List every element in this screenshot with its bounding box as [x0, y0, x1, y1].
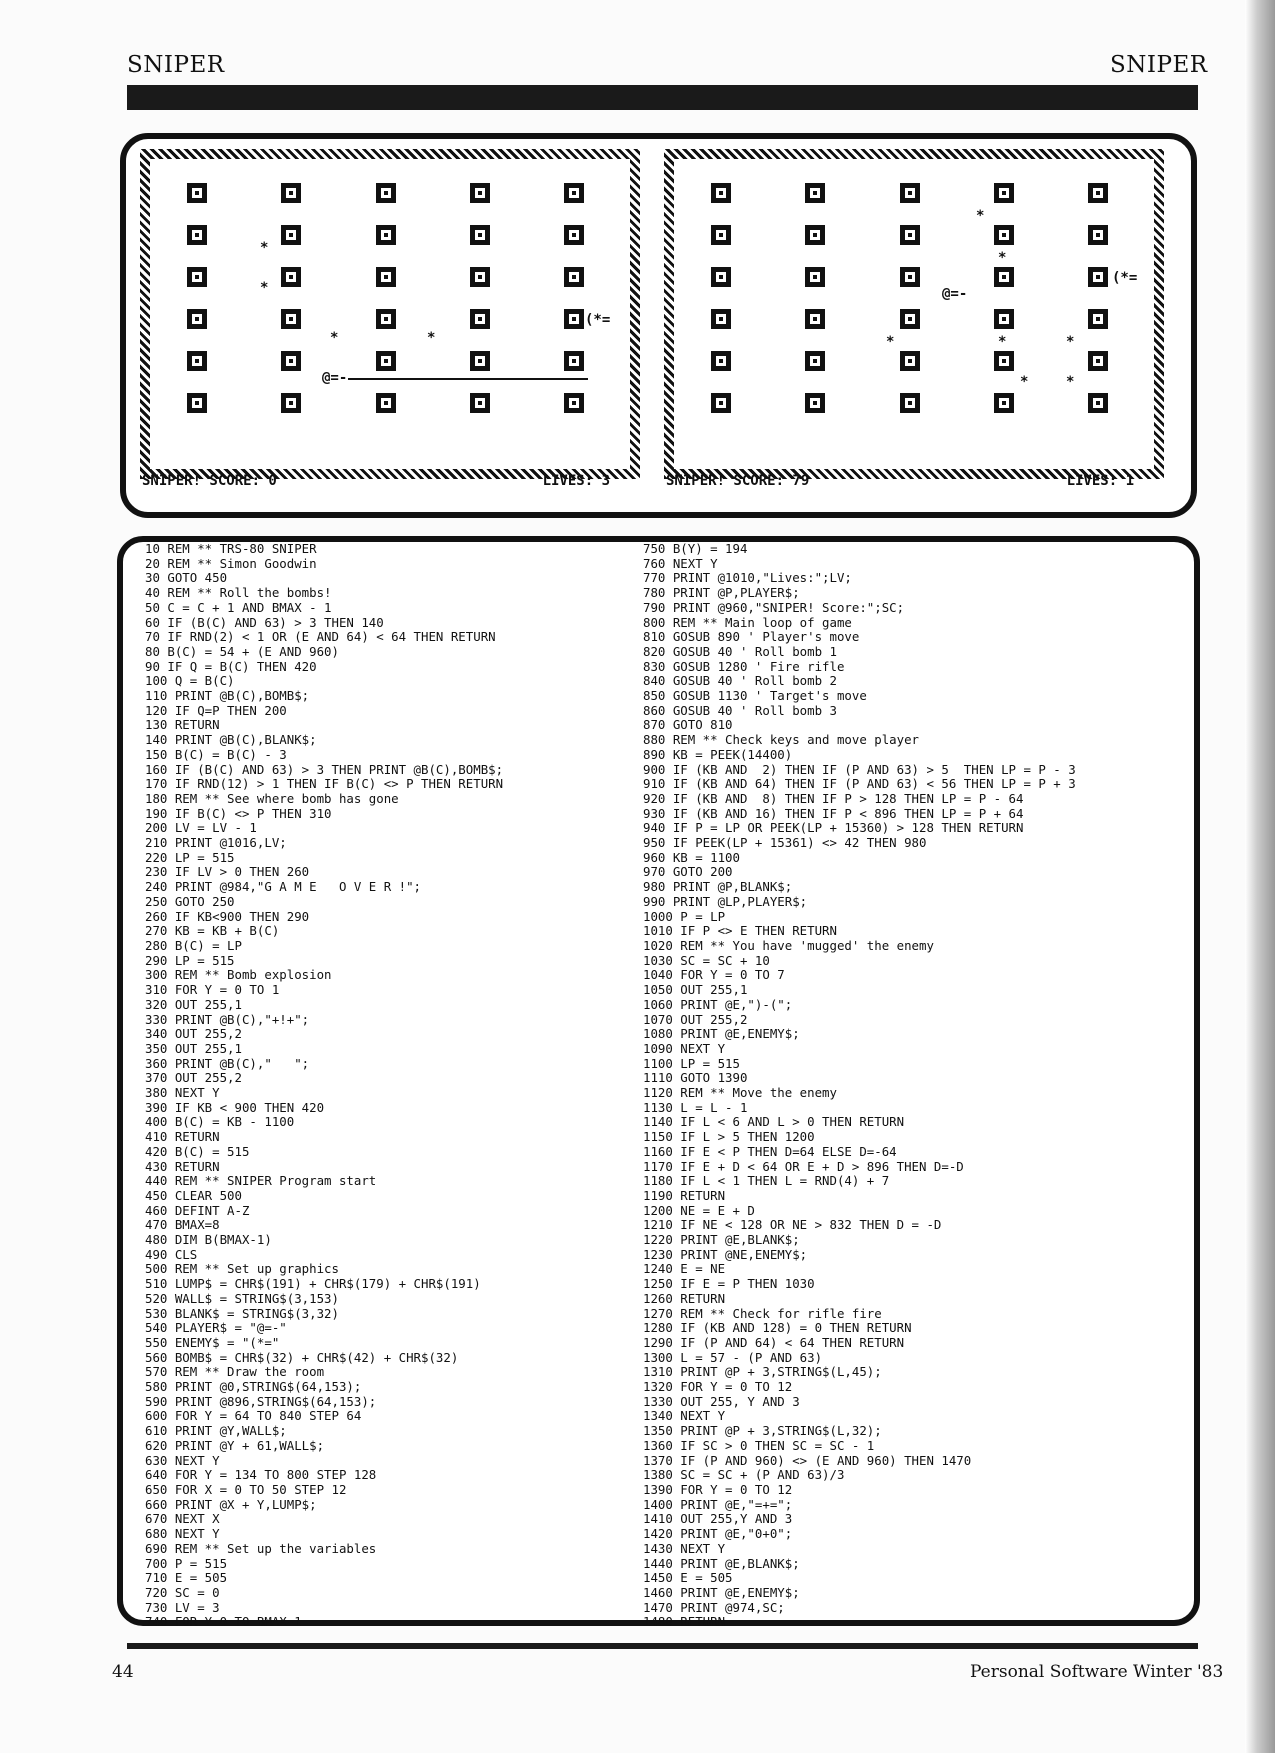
- bomb: *: [1066, 374, 1075, 390]
- header-right-title: SNIPER: [1110, 52, 1208, 78]
- magazine-issue: Personal Software Winter '83: [970, 1662, 1224, 1682]
- block: [470, 309, 490, 329]
- block: [281, 225, 301, 245]
- bomb: *: [998, 250, 1007, 266]
- block: [281, 183, 301, 203]
- block: [564, 225, 584, 245]
- header-rule: [127, 85, 1198, 110]
- block: [711, 225, 731, 245]
- block: [1088, 225, 1108, 245]
- block: [376, 393, 396, 413]
- player: @=-: [942, 286, 968, 302]
- block: [470, 267, 490, 287]
- block: [805, 225, 825, 245]
- game-screen-2: [664, 149, 1164, 492]
- block: [711, 393, 731, 413]
- bomb: *: [330, 330, 339, 346]
- block: [187, 225, 207, 245]
- block: [281, 309, 301, 329]
- block: [1088, 183, 1108, 203]
- footer-rule: [127, 1643, 1198, 1649]
- score-label: SNIPER! SCORE: 79: [666, 473, 810, 489]
- block: [376, 267, 396, 287]
- block: [187, 183, 207, 203]
- lives-label: LIVES: 1: [1066, 473, 1134, 489]
- block: [187, 351, 207, 371]
- listing-column-right: 750 B(Y) = 194 760 NEXT Y 770 PRINT @1010,"Lives:";LV; 780 PRINT @P,PLAYER$; 790 PRINT @960,"SNIPER! Score:";SC; 800 REM ** Main loop of game 810 GOSUB 890 ' Player's move 820 GOSUB 40 ' Roll bomb 1 830 GOSUB 1280 ' Fire rifle 840 GOSUB 40 ' Roll bomb 2 850 GOSUB 1130 ' Target's move 860 GOSUB 40 ' Roll bomb 3 870 GOTO 810 880 REM ** Check keys and move player 890 KB = PEEK(14400) 900 IF (KB AND 2) THEN IF (P AND 63) > 5 THEN LP = P - 3 910 IF (KB AND 64) THEN IF (P AND 63) < 56 THEN LP = P + 3 920 IF (KB AND 8) THEN IF P > 128 THEN LP = P - 64 930 IF (KB AND 16) THEN IF P < 896 THEN LP = P + 64 940 IF P = LP OR PEEK(LP + 15360) > 128 THEN RETURN 950 IF PEEK(LP + 15361) <> 42 THEN 980 960 KB = 1100 970 GOTO 200 980 PRINT @P,BLANK$; 990 PRINT @LP,PLAYER$; 1000 P = LP 1010 IF P <> E THEN RETURN 1020 REM ** You have 'mugged' the enemy 1030 SC = SC + 10 1040 FOR Y = 0 TO 7 1050 OUT 255,1 1060 PRINT @E,")-("; 1070 OUT 255,2 1080 PRINT @E,ENEMY$; 1090 NEXT Y 1100 LP = 515 1110 GOTO 1390 1120 REM ** Move the enemy 1130 L = L - 1 1140 IF L < 6 AND L > 0 THEN RETURN 1150 IF L > 5 THEN 1200 1160 IF E < P THEN D=64 ELSE D=-64 1170 IF E + D < 64 OR E + D > 896 THEN D=-D 1180 IF L < 1 THEN L = RND(4) + 7 1190 RETURN 1200 NE = E + D 1210 IF NE < 128 OR NE > 832 THEN D = -D 1220 PRINT @E,BLANK$; 1230 PRINT @NE,ENEMY$; 1240 E = NE 1250 IF E = P THEN 1030 1260 RETURN 1270 REM ** Check for rifle fire 1280 IF (KB AND 128) = 0 THEN RETURN 1290 IF (P AND 64) < 64 THEN RETURN 1300 L = 57 - (P AND 63) 1310 PRINT @P + 3,STRING$(L,45); 1320 FOR Y = 0 TO 12 1330 OUT 255, Y AND 3 1340 NEXT Y 1350 PRINT @P + 3,STRING$(L,32); 1360 IF SC > 0 THEN SC = SC - 1 1370 IF (P AND 960) <> (E AND 960) THEN 1470 1380 SC = SC + (P AND 63)/3 1390 FOR Y = 0 TO 12 1400 PRINT @E,"=+="; 1410 OUT 255,Y AND 3 1420 PRINT @E,"0+0"; 1430 NEXT Y 1440 PRINT @E,BLANK$; 1450 E = 505 1460 PRINT @E,ENEMY$; 1470 PRINT @974,SC; 1480 RETURN: [643, 541, 1076, 1630]
- screenshots-panel: [120, 133, 1197, 518]
- block: [994, 225, 1014, 245]
- block: [994, 351, 1014, 371]
- block: [281, 351, 301, 371]
- block: [994, 393, 1014, 413]
- block: [994, 267, 1014, 287]
- header-left-title: SNIPER: [127, 52, 225, 78]
- block: [900, 393, 920, 413]
- block: [805, 393, 825, 413]
- block: [187, 309, 207, 329]
- bomb: *: [976, 208, 985, 224]
- block: [1088, 351, 1108, 371]
- block: [564, 309, 584, 329]
- block: [805, 183, 825, 203]
- page-number: 44: [112, 1662, 134, 1682]
- block: [900, 351, 920, 371]
- block: [1088, 309, 1108, 329]
- block: [711, 309, 731, 329]
- block: [564, 267, 584, 287]
- block: [376, 225, 396, 245]
- status-bar: [664, 471, 1164, 491]
- block: [470, 225, 490, 245]
- block: [470, 393, 490, 413]
- block: [564, 393, 584, 413]
- block: [900, 183, 920, 203]
- block: [805, 267, 825, 287]
- bomb: *: [998, 334, 1007, 350]
- block: [376, 183, 396, 203]
- bomb: *: [1020, 374, 1029, 390]
- block: [187, 393, 207, 413]
- block: [564, 351, 584, 371]
- status-bar: [140, 471, 640, 491]
- enemy: (*=: [585, 312, 611, 328]
- block: [470, 351, 490, 371]
- listing-column-left: 10 REM ** TRS-80 SNIPER 20 REM ** Simon Goodwin 30 GOTO 450 40 REM ** Roll the bombs! 50 C = C + 1 AND BMAX - 1 60 IF (B(C) AND 63) > 3 THEN 140 70 IF RND(2) < 1 OR (E AND 64) < 64 THEN RETURN 80 B(C) = 54 + (E AND 960) 90 IF Q = B(C) THEN 420 100 Q = B(C) 110 PRINT @B(C),BOMB$; 120 IF Q=P THEN 200 130 RETURN 140 PRINT @B(C),BLANK$; 150 B(C) = B(C) - 3 160 IF (B(C) AND 63) > 3 THEN PRINT @B(C),BOMB$; 170 IF RND(12) > 1 THEN IF B(C) <> P THEN RETURN 180 REM ** See where bomb has gone 190 IF B(C) <> P THEN 310 200 LV = LV - 1 210 PRINT @1016,LV; 220 LP = 515 230 IF LV > 0 THEN 260 240 PRINT @984,"G A M E O V E R !"; 250 GOTO 250 260 IF KB<900 THEN 290 270 KB = KB + B(C) 280 B(C) = LP 290 LP = 515 300 REM ** Bomb explosion 310 FOR Y = 0 TO 1 320 OUT 255,1 330 PRINT @B(C),"+!+"; 340 OUT 255,2 350 OUT 255,1 360 PRINT @B(C)," "; 370 OUT 255,2 380 NEXT Y 390 IF KB < 900 THEN 420 400 B(C) = KB - 1100 410 RETURN 420 B(C) = 515 430 RETURN 440 REM ** SNIPER Program start 450 CLEAR 500 460 DEFINT A-Z 470 BMAX=8 480 DIM B(BMAX-1) 490 CLS 500 REM ** Set up graphics 510 LUMP$ = CHR$(191) + CHR$(179) + CHR$(191) 520 WALL$ = STRING$(3,153) 530 BLANK$ = STRING$(3,32) 540 PLAYER$ = "@=-" 550 ENEMY$ = "(*=" 560 BOMB$ = CHR$(32) + CHR$(42) + CHR$(32) 570 REM ** Draw the room 580 PRINT @0,STRING$(64,153); 590 PRINT @896,STRING$(64,153); 600 FOR Y = 64 TO 840 STEP 64 610 PRINT @Y,WALL$; 620 PRINT @Y + 61,WALL$; 630 NEXT Y 640 FOR Y = 134 TO 800 STEP 128 650 FOR X = 0 TO 50 STEP 12 660 PRINT @X + Y,LUMP$; 670 NEXT X 680 NEXT Y 690 REM ** Set up the variables 700 P = 515 710 E = 505 720 SC = 0 730 LV = 3 740 FOR Y=0 TO BMAX-1: [145, 541, 504, 1630]
- lives-label: LIVES: 3: [542, 473, 610, 489]
- bomb: *: [1066, 334, 1075, 350]
- block: [994, 183, 1014, 203]
- bomb: *: [260, 280, 269, 296]
- block: [994, 309, 1014, 329]
- block: [711, 183, 731, 203]
- block: [281, 267, 301, 287]
- enemy: (*=: [1112, 270, 1138, 286]
- bomb: *: [260, 240, 269, 256]
- bomb: *: [886, 334, 895, 350]
- block: [711, 351, 731, 371]
- block: [187, 267, 207, 287]
- block: [900, 309, 920, 329]
- block: [564, 183, 584, 203]
- block: [470, 183, 490, 203]
- block: [805, 309, 825, 329]
- block: [900, 225, 920, 245]
- page-edge-shadow: [1245, 0, 1275, 1753]
- block: [805, 351, 825, 371]
- block: [900, 267, 920, 287]
- block: [281, 393, 301, 413]
- block: [376, 351, 396, 371]
- block: [1088, 393, 1108, 413]
- block: [1088, 267, 1108, 287]
- player: @=-: [322, 370, 348, 386]
- game-screen-1: [140, 149, 640, 492]
- block: [711, 267, 731, 287]
- block: [376, 309, 396, 329]
- score-label: SNIPER! SCORE: 0: [142, 473, 277, 489]
- bomb: *: [427, 330, 436, 346]
- rifle-shot: [348, 378, 588, 380]
- program-listing: [117, 536, 1200, 1630]
